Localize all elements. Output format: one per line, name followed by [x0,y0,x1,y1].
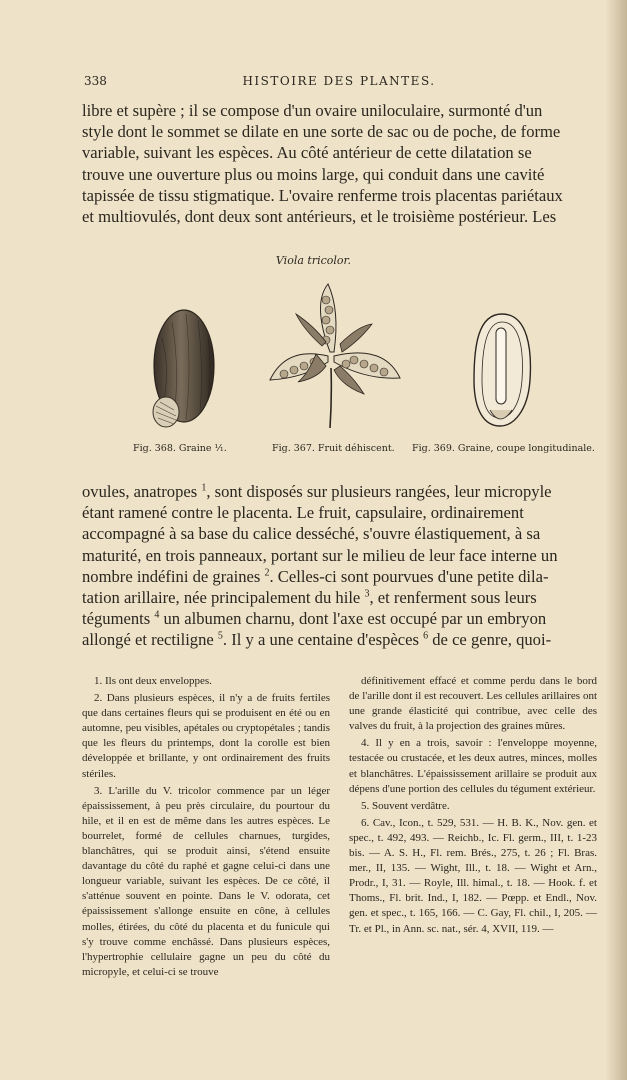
text-run: , et renferment sous leurs [369,587,537,607]
text-run: téguments [82,609,155,629]
text-line: variable, suivant les espèces. Au côté antérieur de cette dilatation se [82,143,532,163]
footnote: 4. Il y en a trois, savoir : l'enveloppe moyenne, testacée ou crustacée, et les deux autres, minces, molles et blanchâtres. L'épaississement arillaire se produit aux dépens d'une portion des cellules du tégument extérieur. [349,737,597,795]
page-number: 338 [84,74,107,88]
footnote: 1. Ils ont deux enveloppes. [94,675,212,687]
footnote: 6. Cav., Icon., t. 529, 531. — H. B. K., Nov. gen. et spec., t. 492, 493. — Reichb., Ic. Fl. germ., III, t. 1-23 bis. — A. S. H., Fl. rem. Brés., 275, t. 26 ; Fl. Bras. mer., II, 135. — Wight, Ill., t. 18. — Wight et Arn., Prodr., I, 31. — Royle, Ill. himal., t. 18. — Hook. f. et Thoms., Fl. brit. Ind., I, 182. — Pœpp. et Endl., Nov. gen. et spec., t. 165, 166. — C. Gay, Fl. chil., I, 205. — Tr. et Pl., in Ann. sc. nat., sér. 4, XVII, 119. — [349,816,597,935]
text-run: un albumen charnu, dont l'axe est occupé par un embryon [159,609,547,629]
text-line [82,545,594,566]
text-run: de ce genre, quoi- [428,630,552,650]
text-run: , sont disposés sur plusieurs rangées, leur micropyle [206,482,552,501]
paragraph-main [82,481,594,651]
text-run: . Celles-ci sont pourvues d'une petite dila- [269,566,549,586]
fruit-illustration [268,282,402,428]
text-line [82,608,594,629]
footnote: définitivement effacé et comme perdu dans le bord de l'arille dont il est recouvert. Les cellules arillaires ont une grande élasticité qui contribue, avec celle des valves du fruit, à la projection des graines mûres. [349,675,597,733]
footnote-ref: 1 [201,482,207,494]
text-line: et multiovulés, dont deux sont antérieurs, et le troisième postérieur. Les [82,206,557,226]
text-line [82,629,594,650]
text-run: ovules, anatropes [82,482,202,501]
footnote-ref: 2 [264,567,270,579]
text-line [82,481,594,502]
text-run: étant ramené contre le placenta. Le fruit, capsulaire, ordinairement [82,503,524,523]
footnote: 5. Souvent verdâtre. [361,799,450,812]
text-run: . Il y a une centaine d'espèces [222,630,424,650]
footnotes-left-column [82,674,330,980]
text-line: style dont le sommet se dilate en une sorte de sac ou de poche, de forme [82,122,561,142]
page-header [84,74,594,94]
text-run: allongé et rectiligne [82,630,218,650]
text-run: maturité, en trois panneaux, portant sur le milieu de leur face interne un [82,545,558,565]
footnote-ref: 6 [423,630,429,642]
text-line [82,587,594,608]
text-line [82,566,594,587]
seed-section-illustration [470,310,534,430]
footnote: 3. L'arille du V. tricolor commence par un léger épaississement, à peu près circulaire, du pourtour du hile, et il en est de même dans les autres espèces. Le bourrelet, formé de cellules charnues, turgides, blanchâtres, qui se produit ainsi, s'étend ensuite davantage du côté du raphé et gagne celui-ci dans une longueur variable, suivant les espèces. De ce côté, il s'atténue souvent en pointe. Dans le V. odorata, cet épaississement s'allonge ensuite en cône, à cellules molles, étirées, du côté du placenta et du funicule qui s'y trouve comme enchâssé. Dans plusieurs espèces, l'hypertrophie cellulaire gagne un peu du côté du micropyle, et celui-ci se trouve [82,784,330,978]
paragraph-top [82,100,594,227]
text-line [82,502,594,523]
caption-fig-369: Fig. 369. Graine, coupe longitudinale. [412,443,595,454]
text-run: accompagné à sa base du calice desséché, s'ouvre élastiquement, à sa [82,524,541,544]
text-line: trouve une ouverture plus ou moins large, qui conduit dans une cavité [82,164,545,184]
footnote-ref: 5 [217,630,223,642]
page-gutter-shadow [605,0,627,1080]
text-line: tapissée de tissu stigmatique. L'ovaire renferme trois placentas pariétaux [82,185,563,205]
text-line [82,523,594,544]
footnotes-right-column [349,674,597,937]
footnote-ref: 4 [154,609,160,621]
caption-fig-367: Fig. 367. Fruit déhiscent. [272,443,395,454]
footnote: 2. Dans plusieurs espèces, il n'y a de fruits fertiles que dans certaines fleurs qui se produisent en été ou en automne, peu visibles, apétales ou cryptopétales ; tandis que les fleurs du printemps, dont la corolle est bien développée et brillante, y ont ordinairement des fruits stériles. [82,692,330,780]
running-head: HISTOIRE DES PLANTES. [242,74,436,88]
text-run: nombre indéfini de graines [82,566,265,586]
text-line: libre et supère ; il se compose d'un ovaire uniloculaire, surmonté d'un [82,101,543,120]
footnote-ref: 3 [364,588,370,600]
caption-fig-368: Fig. 368. Graine ¹⁄₁. [133,443,227,454]
text-run: tation arillaire, née principalement du hile [82,587,365,607]
seed-illustration [146,308,220,433]
figure-title: Viola tricolor. [275,254,352,267]
